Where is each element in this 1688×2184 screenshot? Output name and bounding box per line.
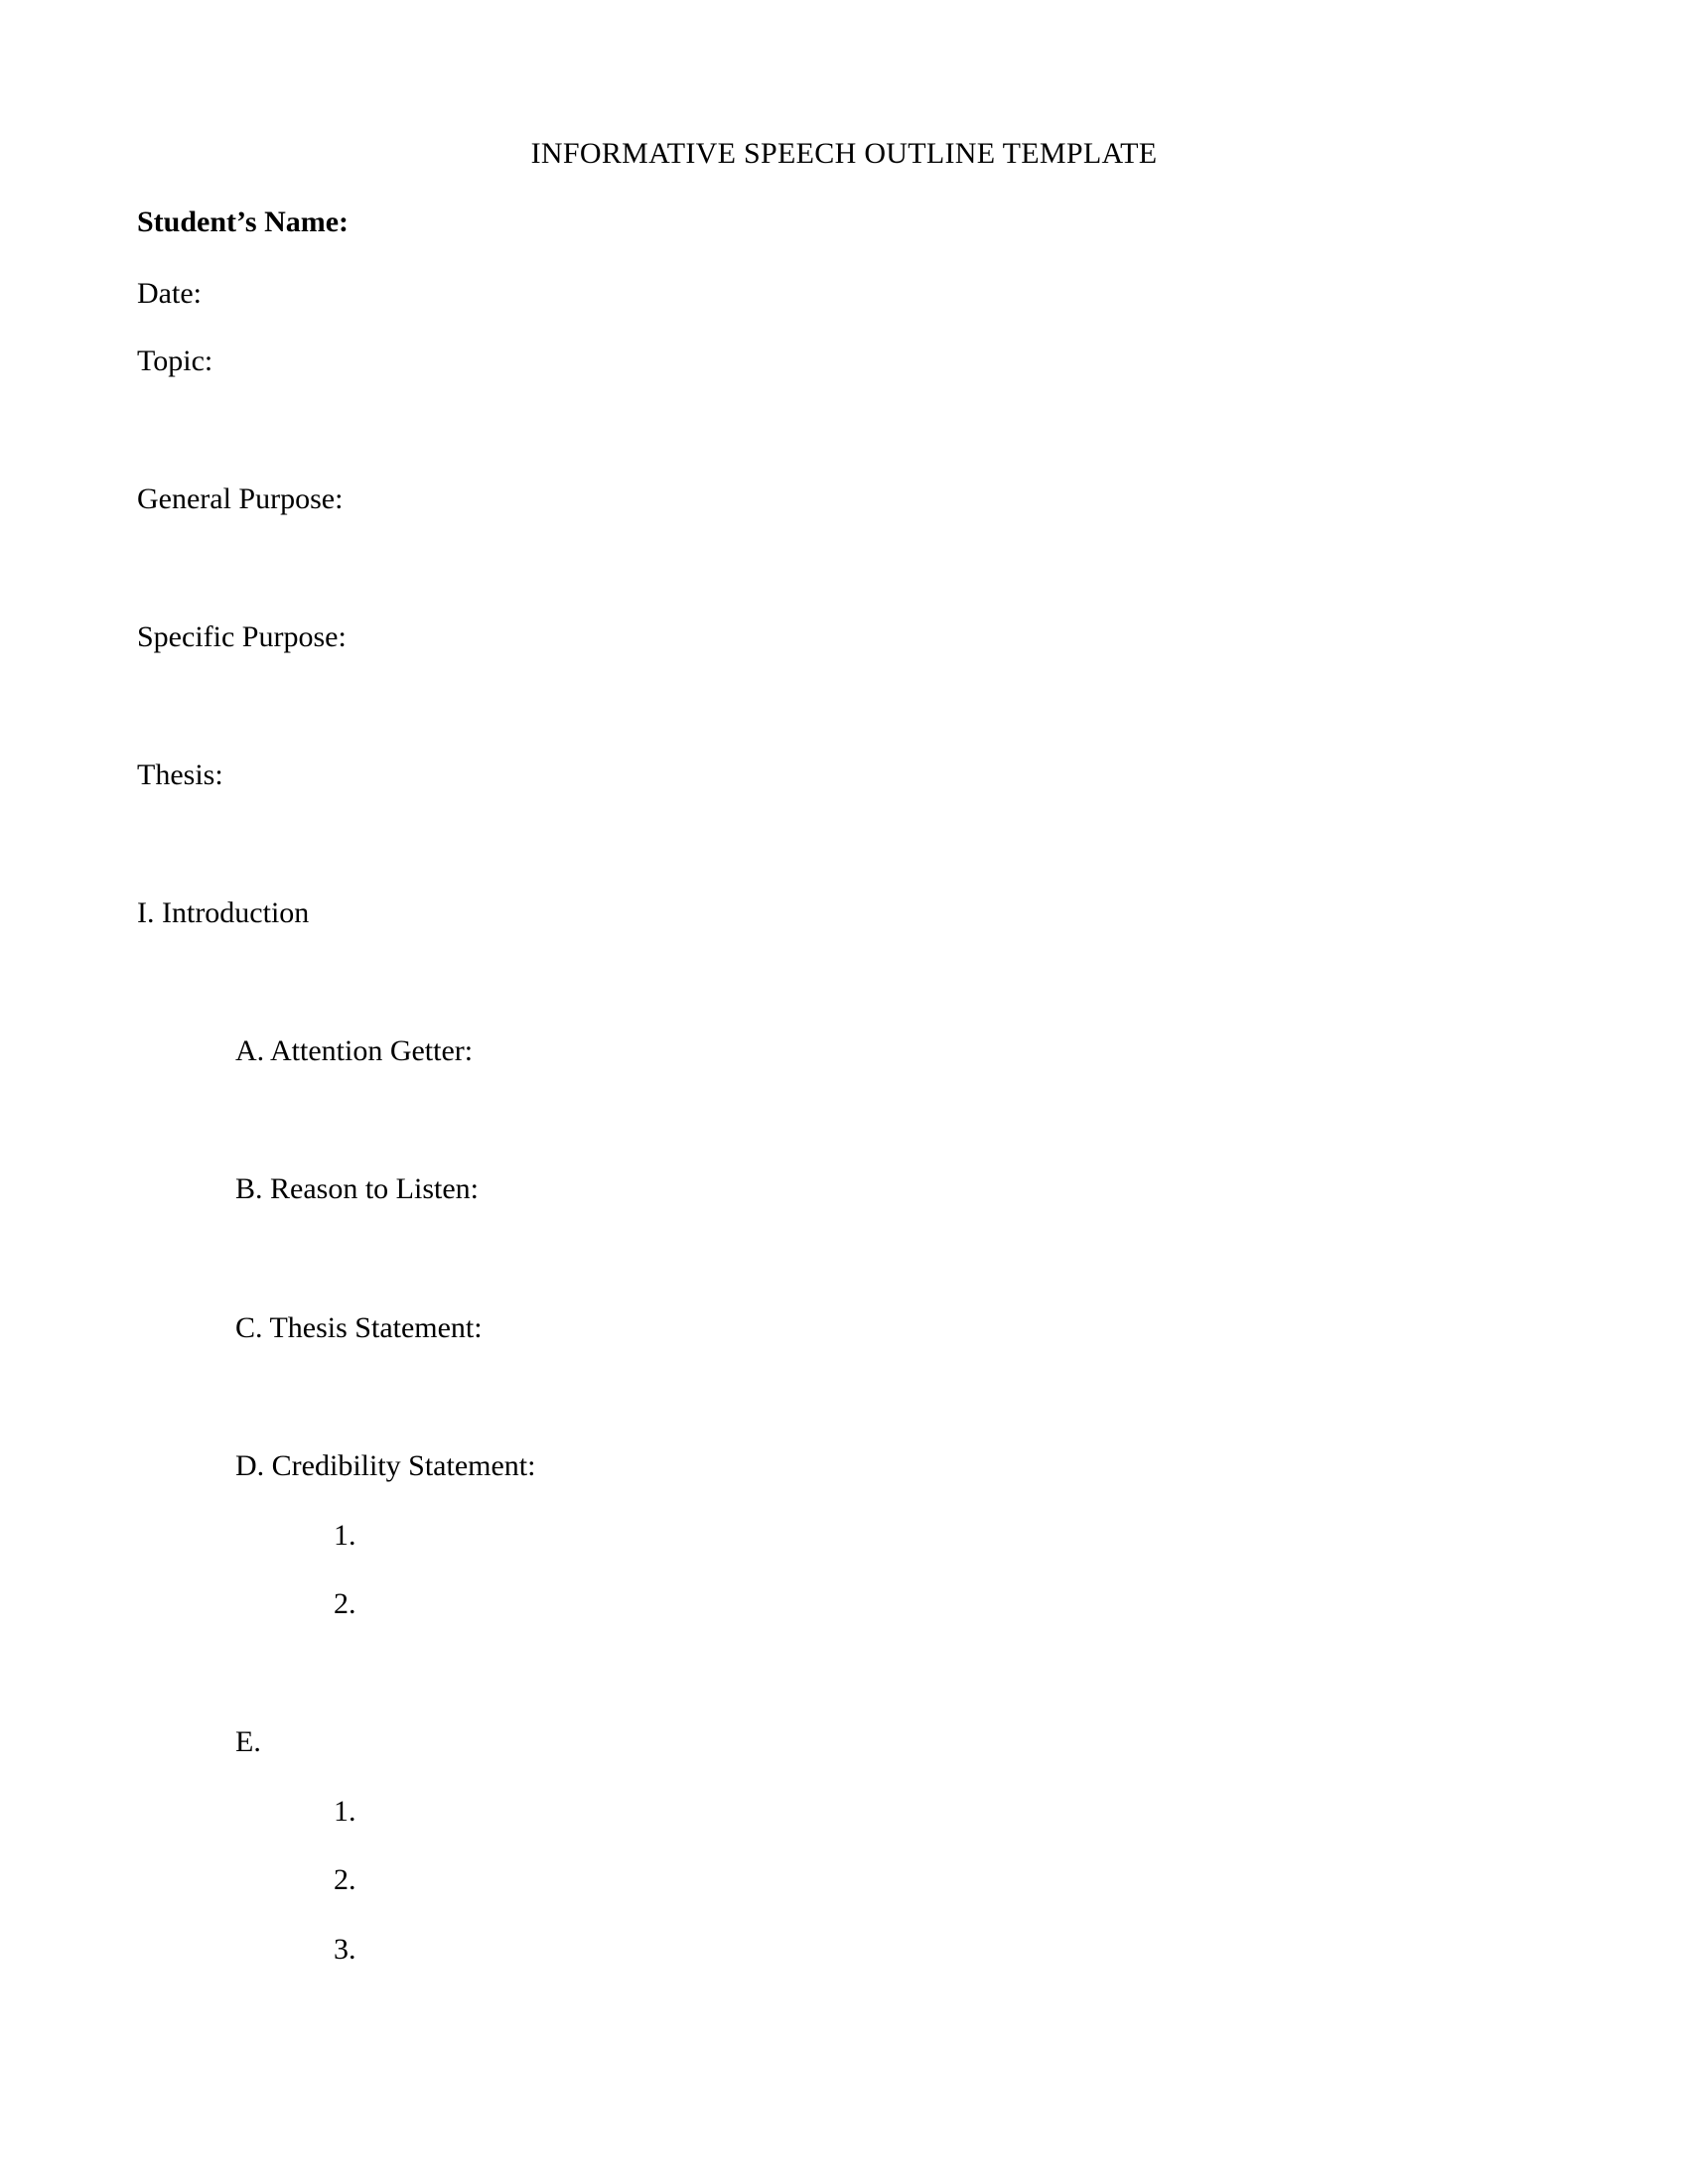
specific-purpose-label: Specific Purpose:	[137, 620, 347, 653]
introduction-heading: I. Introduction	[137, 896, 310, 929]
e-sub-item: 2.	[334, 1863, 356, 1896]
page-title: INFORMATIVE SPEECH OUTLINE TEMPLATE	[530, 137, 1158, 170]
general-purpose-label: General Purpose:	[137, 482, 344, 515]
credibility-item: 2.	[334, 1587, 356, 1620]
item-e-label: E.	[235, 1725, 261, 1758]
date-label: Date:	[137, 277, 202, 310]
attention-getter-label: A. Attention Getter:	[235, 1034, 474, 1067]
thesis-label: Thesis:	[137, 758, 223, 791]
e-sub-item: 1.	[334, 1795, 356, 1828]
credibility-statement-label: D. Credibility Statement:	[235, 1449, 536, 1482]
reason-to-listen-label: B. Reason to Listen:	[235, 1172, 479, 1205]
credibility-item: 1.	[334, 1519, 356, 1552]
student-name-label: Student’s Name:	[137, 205, 350, 238]
topic-label: Topic:	[137, 344, 213, 377]
thesis-statement-label: C. Thesis Statement:	[235, 1311, 483, 1344]
e-sub-item: 3.	[334, 1933, 356, 1966]
